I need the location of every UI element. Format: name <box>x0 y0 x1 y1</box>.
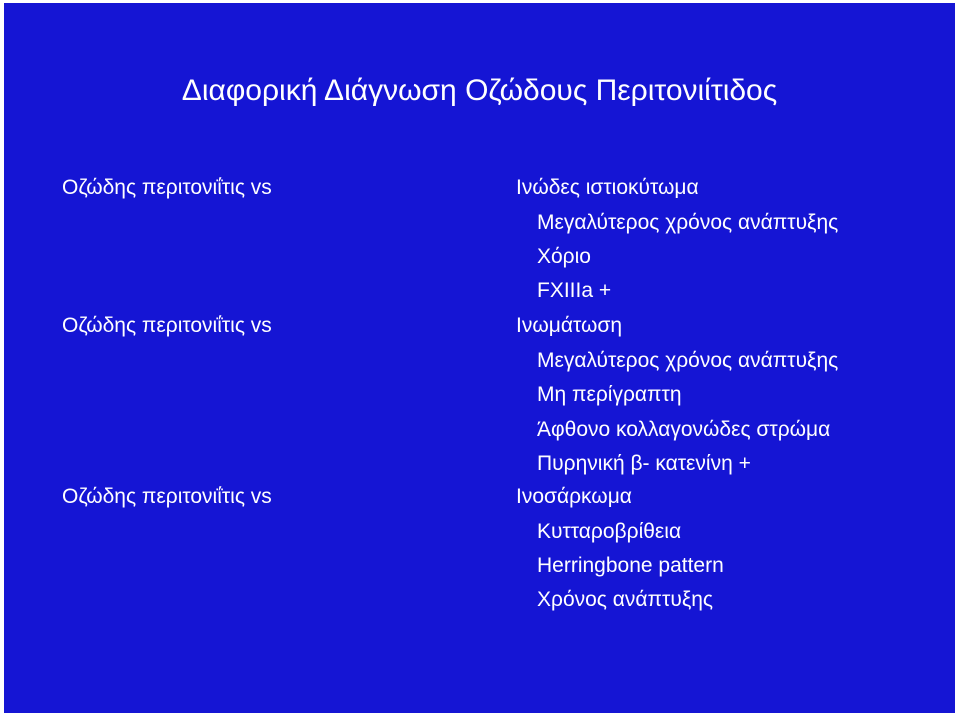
diagnosis-heading: Ινοσάρκωμα <box>516 485 632 508</box>
comparison-label: Οζώδης περιτονιΐτις vs <box>62 314 272 337</box>
slide-title: Διαφορική Διάγνωση Οζώδους Περιτονιίτιδος <box>181 74 778 107</box>
diagnosis-feature: Πυρηνική β- κατενίνη + <box>537 452 751 475</box>
diagnosis-feature: Μεγαλύτερος χρόνος ανάπτυξης <box>537 211 839 234</box>
comparison-label: Οζώδης περιτονιΐτις vs <box>62 485 272 508</box>
diagnosis-feature: Άφθονο κολλαγονώδες στρώμα <box>537 418 831 441</box>
diagnosis-feature: Μη περίγραπτη <box>537 383 682 406</box>
diagnosis-feature: Κυτταροβρίθεια <box>537 520 682 543</box>
comparison-label: Οζώδης περιτονιΐτις vs <box>62 176 272 199</box>
diagnosis-feature: FXIIIa + <box>537 279 612 302</box>
diagnosis-feature: Herringbone pattern <box>537 554 724 577</box>
diagnosis-feature: Μεγαλύτερος χρόνος ανάπτυξης <box>537 349 839 372</box>
diagnosis-heading: Ινώδες ιστιοκύτωμα <box>516 176 699 199</box>
diagnosis-feature: Χρόνος ανάπτυξης <box>537 588 714 611</box>
diagnosis-feature: Χόριο <box>537 245 591 268</box>
slide <box>4 3 955 713</box>
diagnosis-heading: Ινωμάτωση <box>516 314 623 337</box>
